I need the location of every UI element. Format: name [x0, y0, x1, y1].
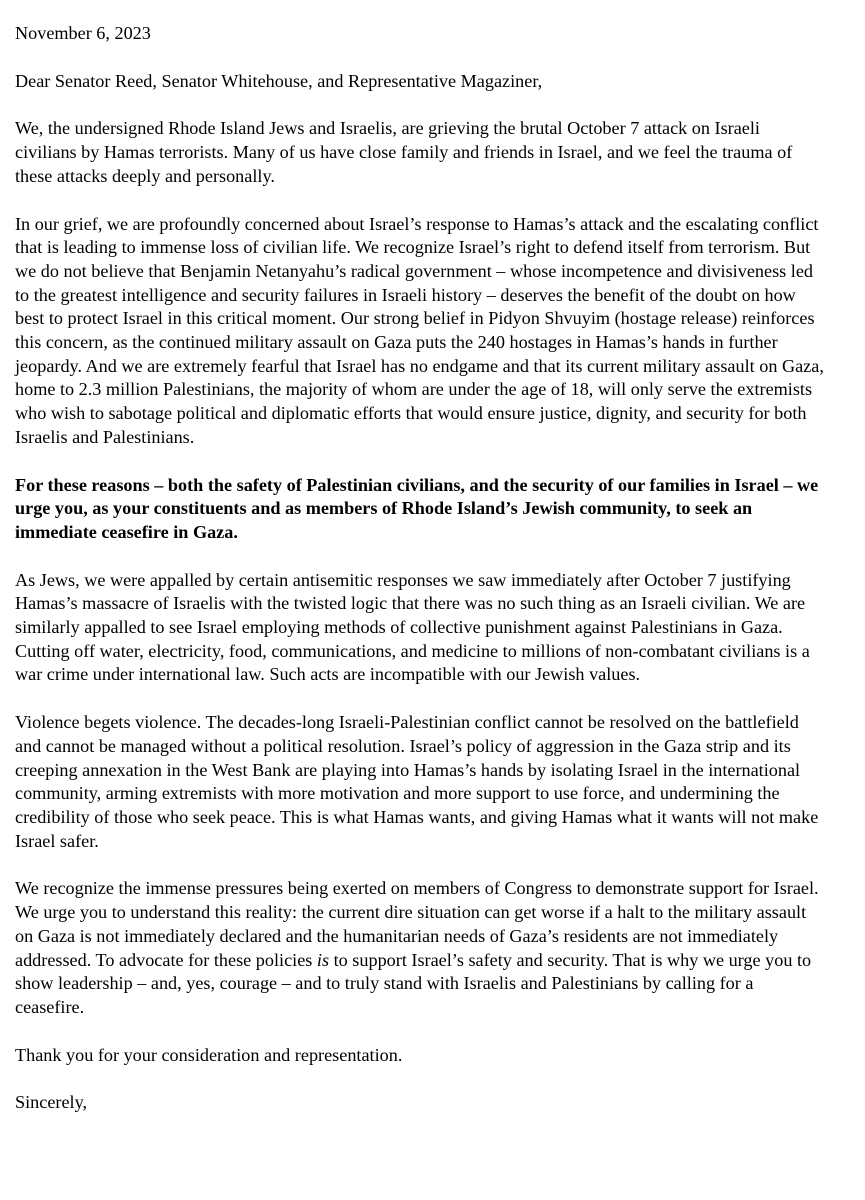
- paragraph-violence: Violence begets violence. The decades-long Israeli-Palestinian conflict cannot be resolved on the battlefield and cannot be managed without a political resolution. Israel’s policy of aggression in the Gaza strip and its creeping annexation in the West Bank are playing into Hamas’s hands by isolating Israel in the international community, arming extremists with more motivation and more support to use force, and undermining the credibility of those who seek peace. This is what Hamas wants, and giving Hamas what it wants will not make Israel safer.: [15, 712, 819, 851]
- letter-date: November 6, 2023: [15, 23, 151, 43]
- paragraph-congress-part2: to support Israel’s safety and security. That is why we urge you to show leadership – and, yes, courage – and to truly stand with Israelis and Palestinians by calling for a ceasefire.: [15, 949, 812, 1017]
- paragraph-congress-emphasis: is: [316, 949, 330, 970]
- paragraph-grief: We, the undersigned Rhode Island Jews and Israelis, are grieving the brutal October 7 attack on Israeli civilians by Hamas terrorists. Many of us have close family and friends in Israel, and we feel the trauma of these attacks deeply and personally.: [15, 118, 793, 186]
- paragraph-concern: In our grief, we are profoundly concerned about Israel’s response to Hamas’s attack and the escalating conflict that is leading to immense loss of civilian life. We recognize Israel’s right to defend itself from terrorism. But we do not believe that Benjamin Netanyahu’s radical government – whose incompetence and divisiveness led to the greatest intelligence and security failures in Israeli history – deserves the benefit of the doubt on how best to protect Israel in this critical moment. Our strong belief in Pidyon Shvuyim (hostage release) reinforces this concern, as the continued military assault on Gaza puts the 240 hostages in Hamas’s hands in further jeopardy. And we are extremely fearful that Israel has no endgame and that its current military assault on Gaza, home to 2.3 million Palestinians, the majority of whom are under the age of 18, will only serve the extremists who wish to sabotage political and diplomatic efforts that would ensure justice, dignity, and security for both Israelis and Palestinians.: [15, 213, 824, 447]
- letter-closing: Sincerely,: [15, 1092, 88, 1113]
- paragraph-ceasefire-request: For these reasons – both the safety of Palestinian civilians, and the security of our families in Israel – we urge you, as your constituents and as members of Rhode Island’s Jewish community, to seek an immediate ceasefire in Gaza.: [15, 474, 819, 542]
- paragraph-congress: [15, 877, 825, 1019]
- paragraph-collective-punishment: As Jews, we were appalled by certain antisemitic responses we saw immediately after October 7 justifying Hamas’s massacre of Israelis with the twisted logic that there was no such thing as an Israeli civilian. We are similarly appalled to see Israel employing methods of collective punishment against Palestinians in Gaza. Cutting off water, electricity, food, communications, and medicine to millions of non-combatant civilians is a war crime under international law. Such acts are incompatible with our Jewish values.: [15, 569, 810, 685]
- paragraph-congress-part1: We recognize the immense pressures being exerted on members of Congress to demonstrate support for Israel. We urge you to understand this reality: the current dire situation can get worse if a halt to the military assault on Gaza is not immediately declared and the humanitarian needs of Gaza’s residents are not immediately addressed. To advocate for these policies: [15, 878, 819, 970]
- paragraph-thanks: Thank you for your consideration and representation.: [15, 1044, 403, 1065]
- letter-salutation: Dear Senator Reed, Senator Whitehouse, and Representative Magaziner,: [15, 70, 543, 91]
